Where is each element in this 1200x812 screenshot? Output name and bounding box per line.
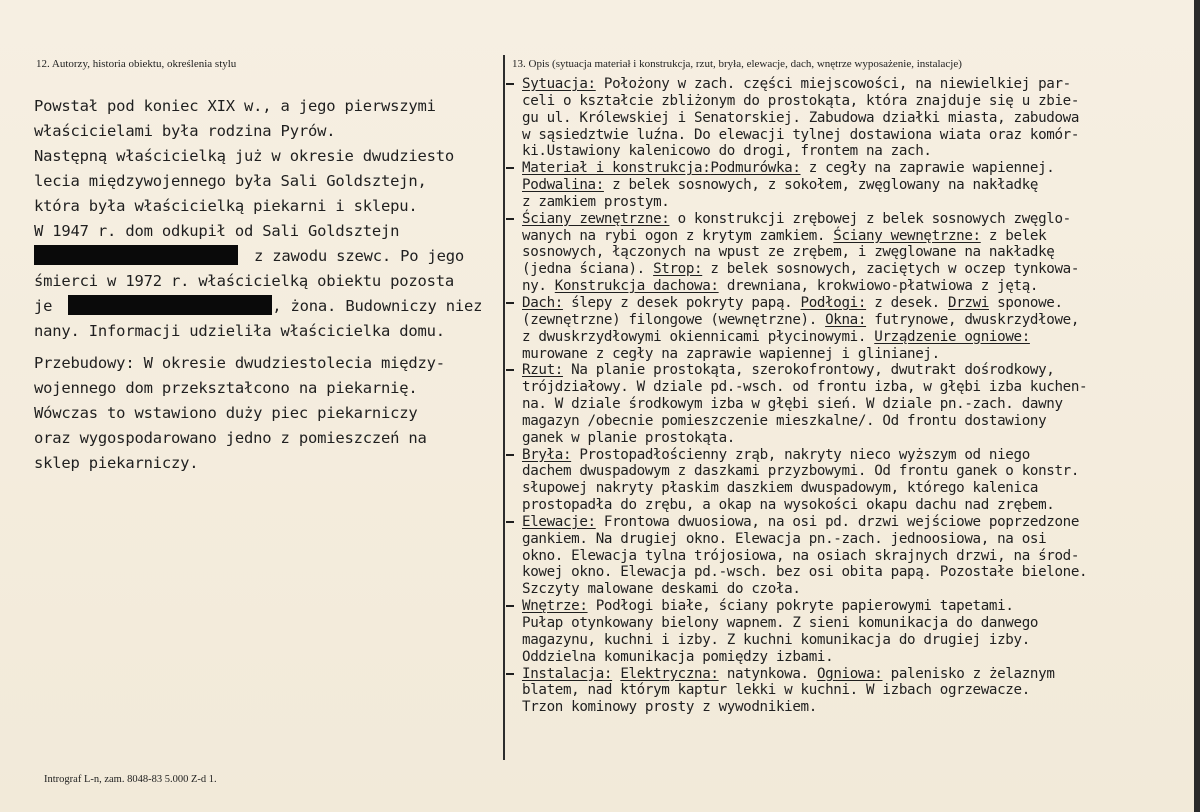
entry-label: Podwalina: <box>522 177 604 194</box>
text-line: lecia międzywojennego była Sali Goldsztejn, <box>34 172 427 190</box>
text-fragment: Położony w zach. części miejscowości, na niewielkiej par- <box>595 76 1071 92</box>
text-line: sosnowych, łączonych na wpust ze zrębem, i zwęglowane na nakładkę <box>522 244 1055 261</box>
dash-marker <box>506 218 514 220</box>
text-line: okno. Elewacja tylna trójosiowa, na osiach skrajnych drzwi, na środ- <box>522 547 1080 564</box>
text-line: na. W dziale środkowym izba w głębi sień. W dziale pn.-zach. dawny <box>522 396 1063 413</box>
text-line <box>522 211 1182 228</box>
text-fragment: z dwuskrzydłowymi okiennicami płycinowymi. <box>522 328 875 345</box>
entry-wnetrze <box>522 598 1182 665</box>
text-fragment: Frontowa dwuosiowa, na osi pd. drzwi wejściowe poprzedzone <box>595 513 1080 530</box>
text-fragment: ny. <box>522 278 555 295</box>
text-line <box>522 514 1182 531</box>
dash-marker <box>506 369 514 371</box>
entry-label: Instalacja: <box>522 665 613 682</box>
text-line: prostopadła do zrębu, a okap na wysokości okapu dachu nad zrębem. <box>522 497 1055 514</box>
text-line <box>522 329 1182 346</box>
text-fragment: drewniana, krokwiowo-płatwiowa z jętą. <box>718 278 1039 295</box>
text-line <box>34 244 489 269</box>
entry-rzut <box>522 362 1182 446</box>
text-line <box>522 312 1182 329</box>
text-fragment: (zewnętrzne) filongowe (wewnętrzne). <box>522 311 826 328</box>
entry-label: Urządzenie ogniowe: <box>874 328 1030 345</box>
text-line: właścicielami była rodzina Pyrów. <box>34 122 336 140</box>
description-text <box>522 76 1182 716</box>
text-line: nany. Informacji udzieliła właścicielka domu. <box>34 322 445 340</box>
text-line <box>34 294 489 319</box>
text-fragment: z zawodu szewc. Po jego <box>254 247 465 265</box>
section-12-header: 12. Autorzy, historia obiektu, określenia stylu <box>36 58 237 70</box>
entry-instalacja <box>522 666 1182 717</box>
redaction-bar <box>68 295 272 315</box>
text-fragment: palenisko z żelaznym <box>882 665 1055 682</box>
text-line: Pułap otynkowany bielony wapnem. Z sieni komunikacja do danwego <box>522 615 1039 631</box>
section-13-header: 13. Opis (sytuacja materiał i konstrukcja, rzut, bryła, elewacje, dach, wnętrze wyposażenie, instalacje) <box>512 58 962 70</box>
printer-imprint: Intrograf L-n, zam. 8048-83 5.000 Z-d 1. <box>44 774 217 785</box>
text-line: z zamkiem prostym. <box>522 193 670 210</box>
text-line: murowane z cegły na zaprawie wapiennej i glinianej. <box>522 345 940 362</box>
text-line <box>522 177 1182 194</box>
dash-marker <box>506 521 514 523</box>
text-line <box>522 278 1182 295</box>
text-line <box>522 598 1182 615</box>
text-line: dachem dwuspadowym z daszkami przyzbowymi. Od frontu ganek o konstr. <box>522 463 1080 480</box>
text-fragment: o konstrukcji zrębowej z belek sosnowych zwęglo- <box>669 210 1071 227</box>
entry-label: Elewacje: <box>522 513 596 530</box>
entry-label: Elektryczna: <box>620 665 719 682</box>
entry-label: Ogniowa: <box>816 665 883 682</box>
text-line: trójdziałowy. W dziale pd.-wsch. od frontu izba, w głębi izba kuchen- <box>522 379 1088 396</box>
text-line: słupowej nakryty płaskim daszkiem dwuspadowym, którego kalenica <box>522 480 1039 497</box>
text-line: celi o kształcie zbliżonym do prostokąta, która znajduje się u zbie- <box>522 92 1080 109</box>
entry-sytuacja <box>522 76 1182 160</box>
text-line: Powstał pod koniec XIX w., a jego pierwszymi <box>34 97 436 115</box>
text-line: ki.Ustawiony kalenicowo do drogi, frontem na zach. <box>522 143 932 160</box>
entry-label: Drzwi <box>948 294 989 311</box>
text-line: Oddzielna komunikacja pomiędzy izbami. <box>522 648 834 665</box>
text-line: śmierci w 1972 r. właścicielką obiektu pozosta <box>34 272 455 290</box>
dash-marker <box>506 302 514 304</box>
text-fragment: futrynowe, dwuskrzydłowe, <box>866 311 1080 328</box>
dash-marker <box>506 673 514 675</box>
text-line: Wówczas to wstawiono duży piec piekarniczy <box>34 404 418 422</box>
column-divider <box>503 55 505 760</box>
entry-label: Podmurówka: <box>710 160 801 177</box>
text-line <box>522 295 1182 312</box>
entry-label: Materiał i konstrukcja: <box>522 160 711 177</box>
text-line: blatem, nad którym kaptur lekki w kuchni. W izbach ogrzewacze. <box>522 682 1030 699</box>
text-line: ganek w planie prostokąta. <box>522 429 735 446</box>
text-fragment: z belek <box>980 227 1047 244</box>
text-fragment: natynkowa. <box>718 665 817 682</box>
text-fragment: ślepy z desek pokryty papą. <box>562 294 801 311</box>
history-text <box>34 94 489 476</box>
text-fragment: z belek sosnowych, zaciętych w oczep tynkowa- <box>702 261 1080 278</box>
redaction-bar <box>34 245 238 265</box>
text-line: magazynu, kuchni i izby. Z kuchni komunikacja do drugiej izby. <box>522 631 1030 648</box>
text-line: w sąsiedztwie luźna. Do elewacji tylnej dostawiona wiata oraz komór- <box>522 126 1080 143</box>
text-line: W 1947 r. dom odkupił od Sali Goldsztejn <box>34 222 400 240</box>
text-fragment: Prostopadłościenny zrąb, nakryty nieco wyższym od niego <box>571 446 1030 463</box>
dash-marker <box>506 454 514 456</box>
entry-material <box>522 160 1182 211</box>
entry-dach <box>522 295 1182 362</box>
text-line <box>522 362 1182 379</box>
text-fragment: z belek sosnowych, z sokołem, zwęglowany na nakładkę <box>603 177 1039 194</box>
entry-label: Bryła: <box>522 446 572 463</box>
entry-sciany <box>522 211 1182 295</box>
text-line <box>522 666 1182 683</box>
text-fragment: z cegły na zaprawie wapiennej. <box>800 160 1055 177</box>
text-line: Przebudowy: W okresie dwudziestolecia między- <box>34 354 445 372</box>
text-line: Trzon kominowy prosty z wywodnikiem. <box>522 699 817 716</box>
text-line: Następną właścicielką już w okresie dwudziesto <box>34 147 455 165</box>
text-fragment: sponowe. <box>988 294 1063 311</box>
text-fragment: Podłogi białe, ściany pokryte papierowymi tapetami. <box>587 598 1014 615</box>
text-line <box>522 447 1182 464</box>
entry-label: Okna: <box>825 311 867 328</box>
entry-bryla <box>522 447 1182 514</box>
text-line: Szczyty malowane deskami do czoła. <box>522 581 801 598</box>
entry-elewacje <box>522 514 1182 598</box>
text-line: oraz wygospodarowano jedno z pomieszczeń na <box>34 429 427 447</box>
entry-label: Dach: <box>522 294 563 311</box>
text-line: kowej okno. Elewacja pd.-wsch. bez osi obita papą. Pozostałe bielone. <box>522 564 1088 581</box>
entry-label: Ściany zewnętrzne: <box>522 210 670 227</box>
text-fragment: wanych na rybi ogon z krytym zamkiem. <box>522 227 834 244</box>
text-line: która była właścicielką piekarni i sklepu. <box>34 197 418 215</box>
text-line <box>522 160 1182 177</box>
text-line: magazyn /obecnie pomieszczenie mieszkalne/. Od frontu dostawiony <box>522 412 1047 429</box>
text-fragment: (jedna ściana). <box>522 261 654 278</box>
text-line: gu ul. Królewskiej i Senatorskiej. Zabudowa działki miasta, zabudowa <box>522 109 1080 126</box>
text-line: wojennego dom przekształcono na piekarnię. <box>34 379 418 397</box>
text-fragment: je <box>34 297 53 315</box>
text-line <box>522 76 1182 93</box>
entry-label: Podłogi: <box>800 294 867 311</box>
entry-label: Strop: <box>653 261 703 278</box>
entry-label: Konstrukcja dachowa: <box>554 278 719 295</box>
dash-marker <box>506 83 514 85</box>
text-line <box>522 261 1182 278</box>
entry-label: Rzut: <box>522 362 563 379</box>
text-fragment: , żona. Budowniczy niez <box>272 297 483 315</box>
dash-marker <box>506 167 514 169</box>
text-fragment: z desek. <box>866 294 948 311</box>
entry-label: Sytuacja: <box>522 76 596 92</box>
dash-marker <box>506 605 514 607</box>
text-line: sklep piekarniczy. <box>34 454 199 472</box>
text-fragment: Na planie prostokąta, szerokofrontowy, dwutrakt dośrodkowy, <box>562 362 1055 379</box>
entry-label: Wnętrze: <box>522 598 588 615</box>
entry-label: Ściany wewnętrzne: <box>833 227 981 244</box>
text-line <box>522 228 1182 245</box>
text-line: gankiem. Na drugiej okno. Elewacja pn.-zach. jednoosiowa, na osi <box>522 530 1047 547</box>
